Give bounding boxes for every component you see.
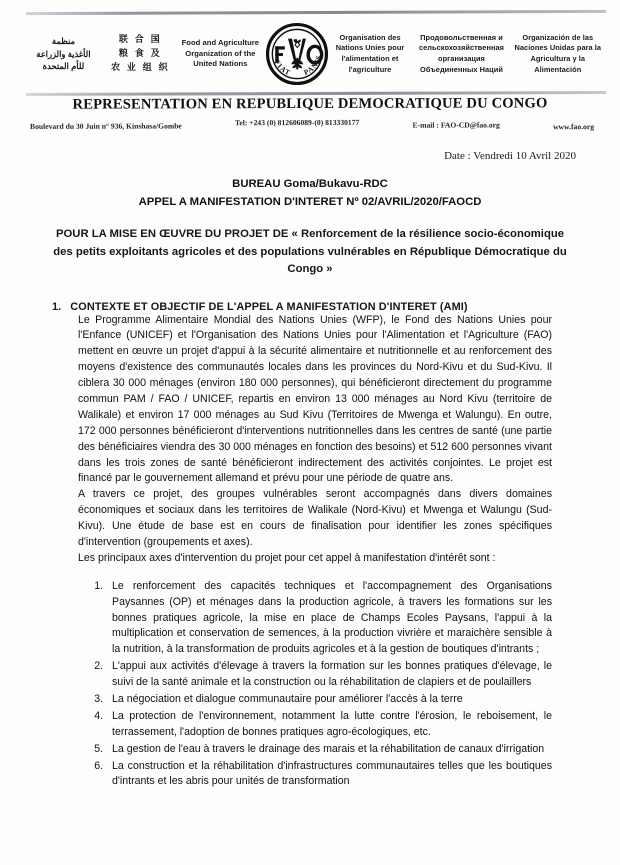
list-item: 5. La gestion de l'eau à travers le drainage des marais et la réhabilitation de canaux d'irrigation: [106, 742, 552, 758]
contact-email: E-mail : FAO-CD@fao.org: [412, 120, 500, 130]
contact-website: www.fao.org: [553, 122, 595, 132]
contact-address: Boulevard du 30 Juin n° 936, Kinshasa/Gombe: [29, 121, 182, 131]
masthead-lang-russian: [411, 33, 511, 75]
reference-line: APPEL A MANIFESTATION D'INTERET Nº 02/AVRIL/2020/FAOCD: [138, 195, 482, 208]
project-subject: POUR LA MISE EN ŒUVRE DU PROJET DE « Renforcement de la résilience socio-économique des petits exploitants agricoles et des populations vulnérables en République Démocratique du Congo »: [53, 228, 567, 275]
paragraph-context: Le Programme Alimentaire Mondial des Nations Unies (WFP), le Fond des Nations Unies pour l'Enfance (UNICEF) et l'Organisation des Nations Unies pour l'Alimentation et l'Agriculture (FAO) mettent en œuvre un projet d'appui à la sécurité alimentaire et nutritionnelle et au renforcement des moyens d'existence des communautés locales dans les provinces du Nord-Kivu et du Sud-Kivu. Il ciblera 30 000 ménages (environ 180 000 personnes), qui bénéficieront directement du programme commun PAM / FAO / UNICEF, repartis en environ 13 000 ménages au Nord Kivu (territoire de Walikale) et environ 17 000 ménages au Sud Kivu (Territoires de Mwenga et Walungu). En outre, 172 000 personnes bénéficieront d'interventions nutritionnelles dans les centres de santé (une partie des bénéficiaires viendra des 30 000 ménages en fonction des besoins) et 512 600 personnes vivant dans les trois zones de santé bénéficieront indirectement des activités conjointes. Le projet est financé par le gouvernement allemand et prévu pour une période de quatre ans.: [78, 313, 552, 485]
list-item: 6. La construction et la réhabilitation d'infrastructures communautaires telles que les boutiques d'intrants et les abris pour unités de transformation: [106, 759, 552, 791]
contact-row: [30, 117, 594, 133]
masthead-lang-french-line: Nations Unies pour: [335, 43, 405, 53]
masthead-lang-english-line: United Nations: [193, 59, 248, 69]
section-heading: [38, 301, 582, 313]
masthead-lang-chinese-line: 农 业 组 织: [110, 61, 170, 72]
list-item: 3. La négociation et dialogue communautaire pour améliorer l'accès à la terre: [106, 692, 552, 708]
document-heading: [38, 176, 582, 211]
masthead-lang-russian-line: Объединенных Наций: [420, 64, 503, 74]
masthead-lang-russian-line: сельскохозяйственная: [418, 43, 504, 53]
masthead-lang-arabic-line: الأغذية والزراعة: [36, 48, 91, 59]
masthead-lang-french: [329, 33, 412, 75]
fao-masthead: [0, 16, 620, 92]
masthead-lang-arabic-line: للأم المتحدة: [42, 61, 85, 72]
section-number: 1.: [52, 300, 62, 313]
document-body: [0, 176, 620, 791]
masthead-top-rule: [26, 10, 606, 15]
masthead-lang-chinese-line: 联 合 国: [118, 34, 162, 45]
masthead-lang-russian-line: Продовольственная и: [420, 32, 503, 42]
masthead-lang-french-line: l'agriculture: [348, 64, 392, 74]
contact-telephone: Tel: +243 (0) 812606089-(0) 813330177: [235, 117, 360, 128]
masthead-lang-spanish-line: Naciones Unidas para la: [514, 43, 602, 53]
masthead-lang-english: [176, 38, 265, 70]
masthead-lang-english-line: Food and Agriculture: [181, 37, 260, 47]
masthead-lang-russian-line: организация: [438, 54, 485, 63]
list-item: 4. La protection de l'environnement, notamment la lutte contre l'érosion, le reboisement, le terrassement, l'adoption de bonnes pratiques agro-écologiques, etc.: [106, 709, 552, 741]
section-title-text: CONTEXTE ET OBJECTIF DE L'APPEL A MANIFESTATION D'INTERET (AMI): [70, 300, 468, 313]
masthead-lang-spanish-line: Alimentación: [534, 64, 582, 74]
masthead-lang-arabic: [22, 35, 105, 72]
masthead-lang-arabic-line: منظمة: [51, 36, 75, 47]
masthead-lang-chinese: [105, 33, 176, 75]
document-date: Date : Vendredi 10 Avril 2020: [444, 150, 576, 162]
representation-title: REPRESENTATION EN REPUBLIQUE DEMOCRATIQUE DU CONGO: [72, 95, 548, 113]
intervention-axes-list: [38, 579, 582, 791]
svg-text:FIAT: FIAT: [272, 58, 293, 78]
paragraph-axes-intro: Les principaux axes d'intervention du projet pour cet appel à manifestation d'intérêt sont :: [78, 551, 496, 564]
masthead-lang-spanish-line: Organización de las: [522, 32, 594, 42]
masthead-lang-chinese-line: 粮 食 及: [118, 48, 162, 59]
fao-logo-icon: [265, 22, 329, 86]
masthead-lang-french-line: Organisation des: [339, 32, 401, 42]
paragraph-groups: A travers ce projet, des groupes vulnérables seront accompagnés dans divers domaines économiques et sociaux dans les territoires de Walikale (Nord-Kivu) et Mwenga et Walungu (Sud-Kivu). Une étude de base est en cours de finalisation pour identifier les zones spécifiques d'intervention (groupements et axes).: [78, 488, 552, 548]
list-item: 1. Le renforcement des capacités techniques et l'accompagnement des Organisations Paysannes (OP) et ménages dans la production agricole, à travers les formations sur les bonnes pratiques agricole, la mise en place de Champs Ecoles Paysans, l'appui à la multiplication et conservation de semences, à la production vivrière et maraichère sensible à la nutrition, à la transformation de produits agricoles et à la gestion de boutiques d'intrants ;: [106, 579, 552, 658]
bureau-line: BUREAU Goma/Bukavu-RDC: [232, 178, 388, 190]
list-item: 2. L'appui aux activités d'élevage à travers la formation sur les bonnes pratiques d'élevage, le suivi de la santé animale et la construction ou la réhabilitation de clapiers et de poulaillers: [106, 659, 552, 691]
masthead-lang-spanish: [512, 33, 604, 75]
masthead-lang-english-line: Organization of the: [185, 48, 256, 58]
svg-text:PANIS: PANIS: [301, 53, 323, 78]
masthead-lang-french-line: l'alimentation et: [341, 54, 399, 63]
masthead-lang-spanish-line: Agricultura y la: [530, 54, 586, 63]
